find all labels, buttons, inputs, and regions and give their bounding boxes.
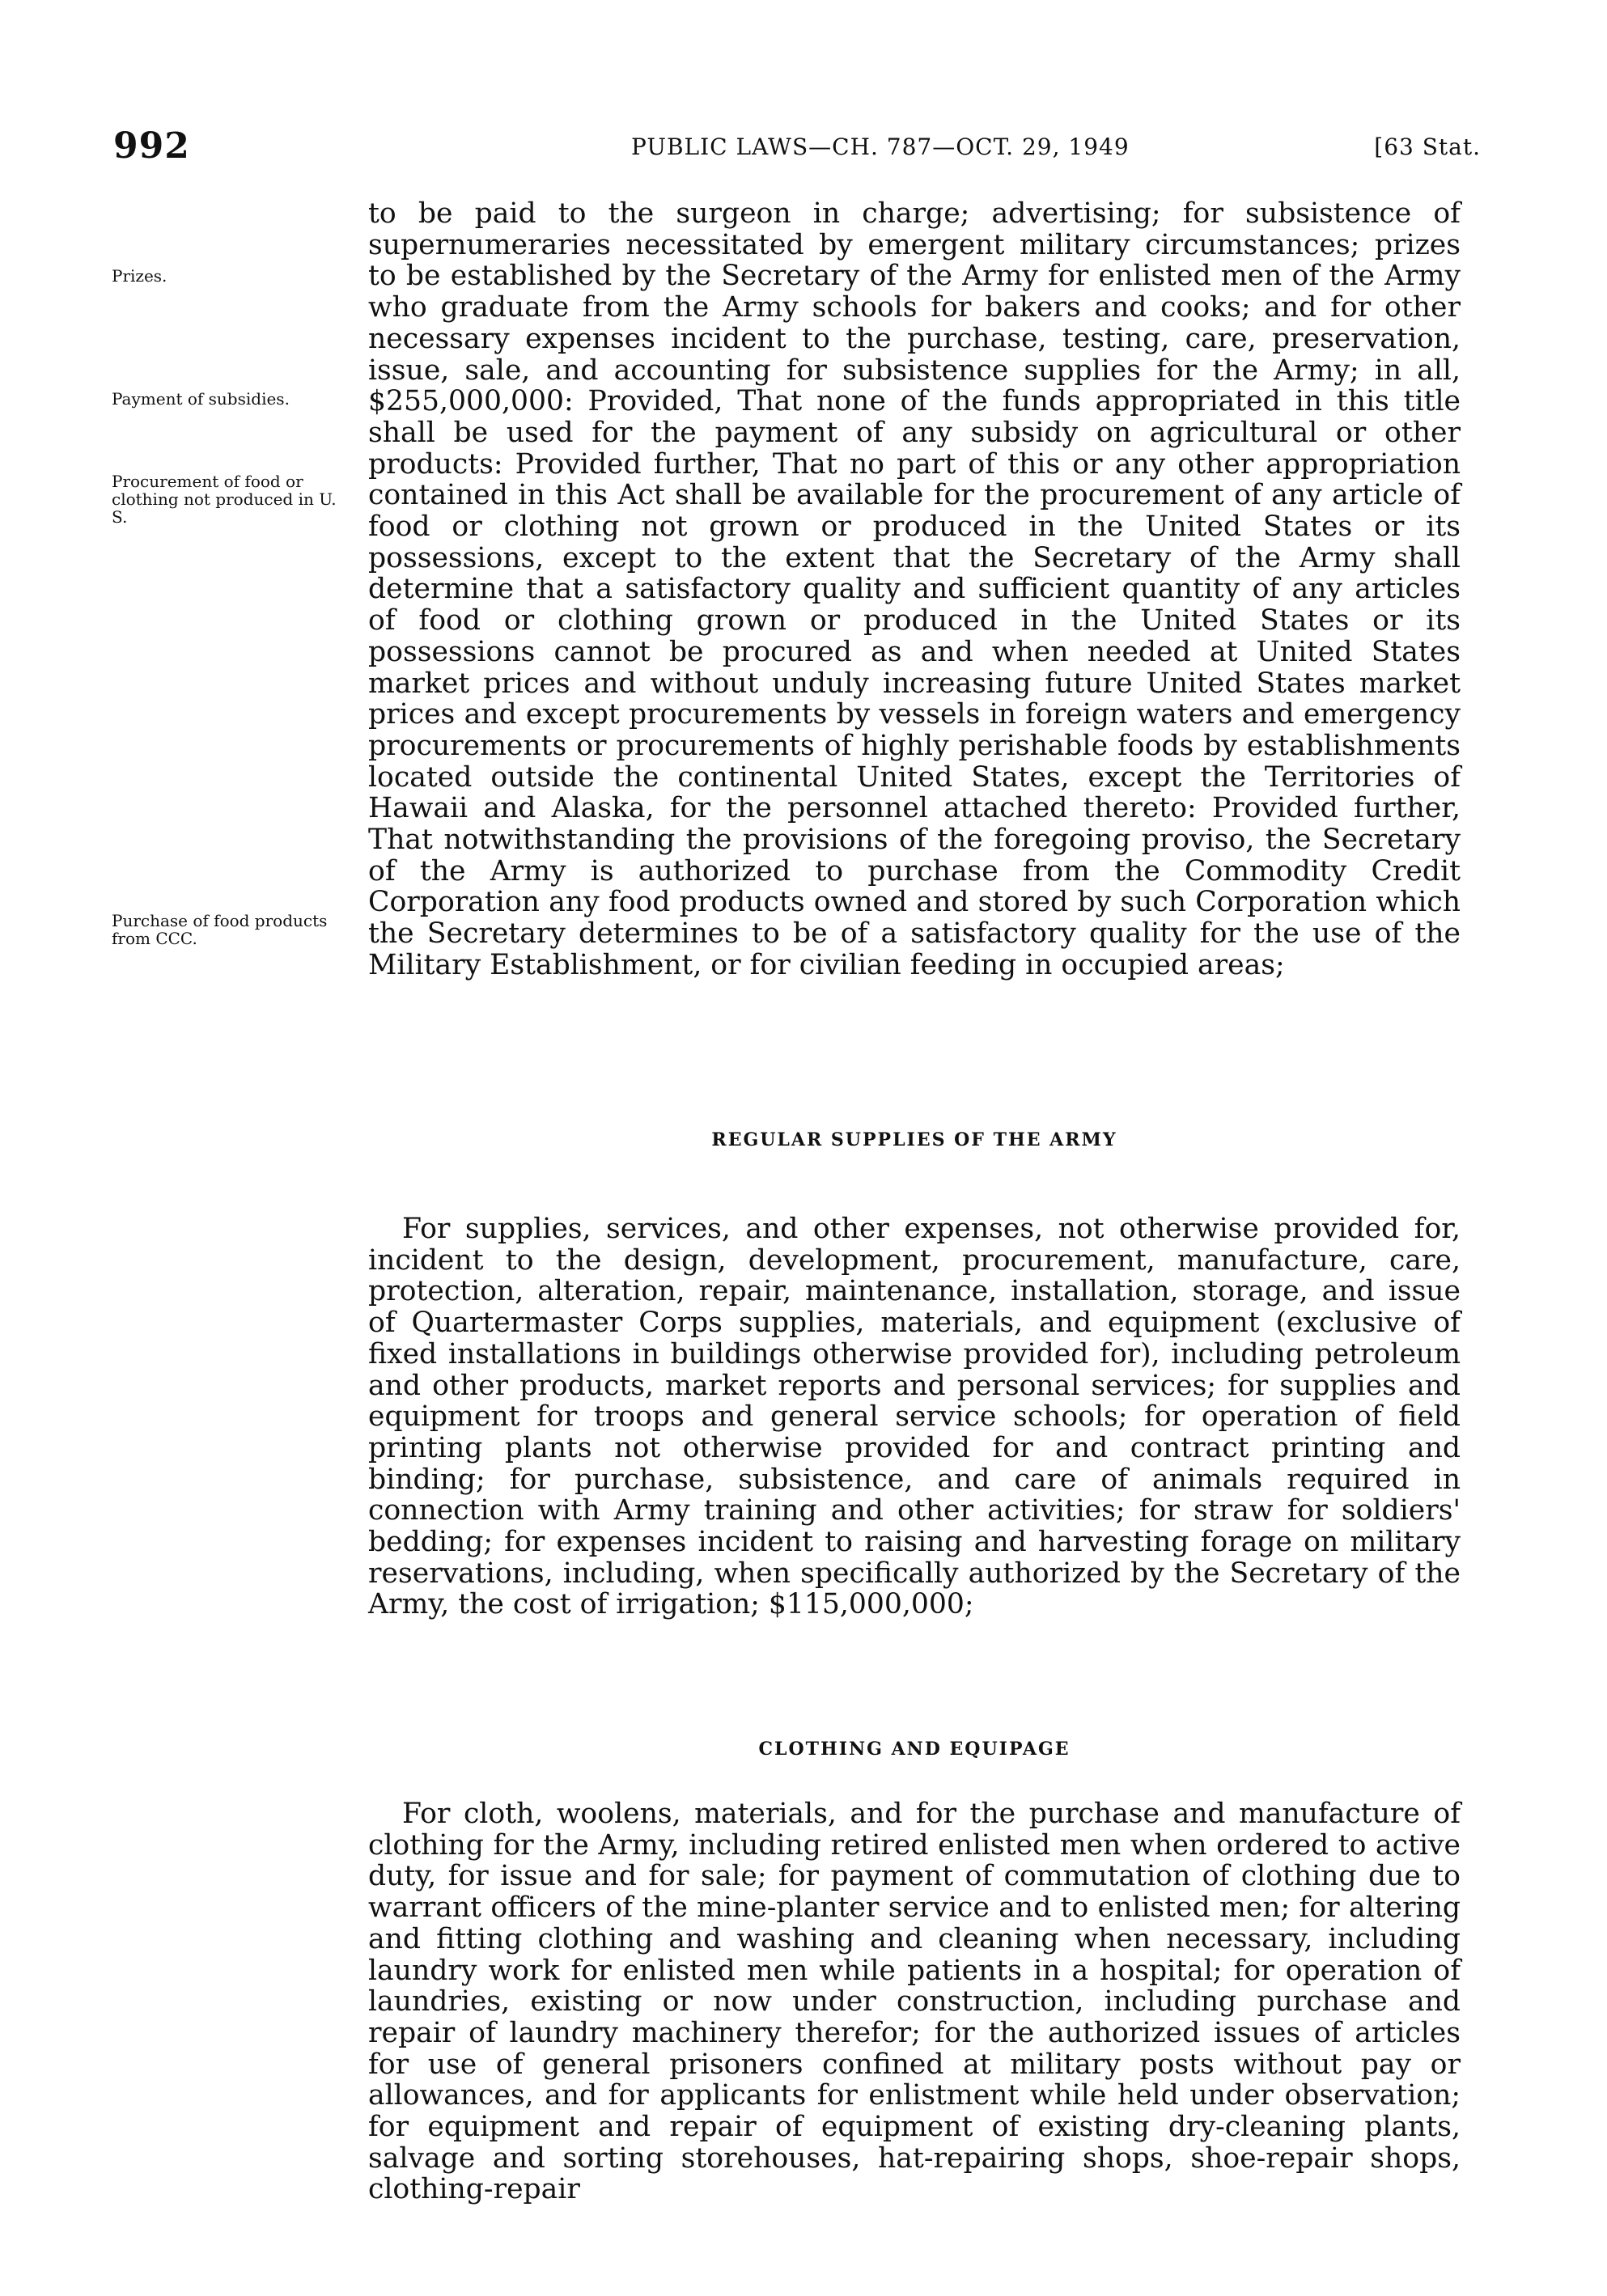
margin-note-procurement: Procurement of food or clothing not produced in U. S. <box>112 472 337 527</box>
page-header <box>113 125 1481 166</box>
heading-clothing-block <box>368 1739 1461 1760</box>
margin-note-ccc-purchase: Purchase of food products from CCC. <box>112 911 328 948</box>
paragraph-subsistence: to be paid to the surgeon in charge; advertising; for subsistence of supernumeraries necessitated by emergent military circumstances; prizes to be established by the Secretary of the Army for enlisted men of the Army who graduate from the Army schools for bakers and cooks; and for other necessary expenses incident to the purchase, testing, care, preservation, issue, sale, and accounting for subsistence supplies for the Army; in all, $255,000,000: Provided, That none of the funds appropriated in this title shall be used for the payment of any subsidy on agricultural or other products: Provided further, That no part of this or any other appropriation contained in this Act shall be available for the procurement of any article of food or clothing not grown or produced in the United States or its possessions, except to the extent that the Secretary of the Army shall determine that a satisfactory quality and sufficient quantity of any articles of food or clothing grown or produced in the United States or its possessions cannot be procured as and when needed at United States market prices and without unduly increasing future United States market prices and except procurements by vessels in foreign waters and emergency procurements or procurements of highly perishable foods by establishments located outside the continental United States, except the Territories of Hawaii and Alaska, for the personnel attached thereto: Provided further, That notwithstanding the provisions of the foregoing proviso, the Secretary of the Army is authorized to purchase from the Commodity Credit Corporation any food products owned and stored by such Corporation which the Secretary determines to be of a satisfactory quality for the use of the Military Establishment, or for civilian feeding in occupied areas; <box>368 197 1461 981</box>
paragraph-clothing-block <box>368 1798 1461 2205</box>
running-head: PUBLIC LAWS—CH. 787—OCT. 29, 1949 <box>631 133 1130 160</box>
paragraph-regular-supplies-block <box>368 1214 1461 1620</box>
margin-note-subsidies: Payment of subsidies. <box>112 389 290 409</box>
heading-clothing-equipage: CLOTHING AND EQUIPAGE <box>758 1739 1071 1760</box>
paragraph-clothing: For cloth, woolens, materials, and for the purchase and manufacture of clothing for the Army, including retired enlisted men when ordered to active duty, for issue and for sale; for payment of commutation of clothing due to warrant officers of the mine-planter service and to enlisted men; for altering and fitting clothing and washing and cleaning when necessary, including laundry work for enlisted men while patients in a hospital; for operation of laundries, existing or now under construction, including purchase and repair of laundry machinery therefor; for the authorized issues of articles for use of general prisoners confined at military posts without pay or allowances, and for applicants for enlistment while held under observation; for equipment and repair of equipment of existing dry-cleaning plants, salvage and sorting storehouses, hat-repairing shops, shoe-repair shops, clothing-repair <box>368 1798 1461 2206</box>
heading-regular-supplies-block <box>368 1129 1461 1150</box>
heading-regular-supplies: REGULAR SUPPLIES OF THE ARMY <box>711 1129 1117 1150</box>
volume-reference: [63 Stat. <box>1374 133 1481 160</box>
paragraph-regular-supplies: For supplies, services, and other expenses, not otherwise provided for, incident to the design, development, procurement, manufacture, care, protection, alteration, repair, maintenance, installation, storage, and issue of Quartermaster Corps supplies, materials, and equipment (exclusive of fixed installations in buildings otherwise provided for), including petroleum and other products, market reports and personal services; for supplies and equipment for troops and general service schools; for operation of field printing plants not otherwise provided for and contract printing and binding; for purchase, subsistence, and care of animals required in connection with Army training and other activities; for straw for soldiers' bedding; for expenses incident to raising and harvesting forage on military reservations, including, when specifically authorized by the Secretary of the Army, the cost of irrigation; $115,000,000; <box>368 1213 1461 1621</box>
margin-note-prizes: Prizes. <box>112 266 167 286</box>
paragraph-subsistence-block <box>368 198 1461 981</box>
page-number: 992 <box>113 125 190 167</box>
